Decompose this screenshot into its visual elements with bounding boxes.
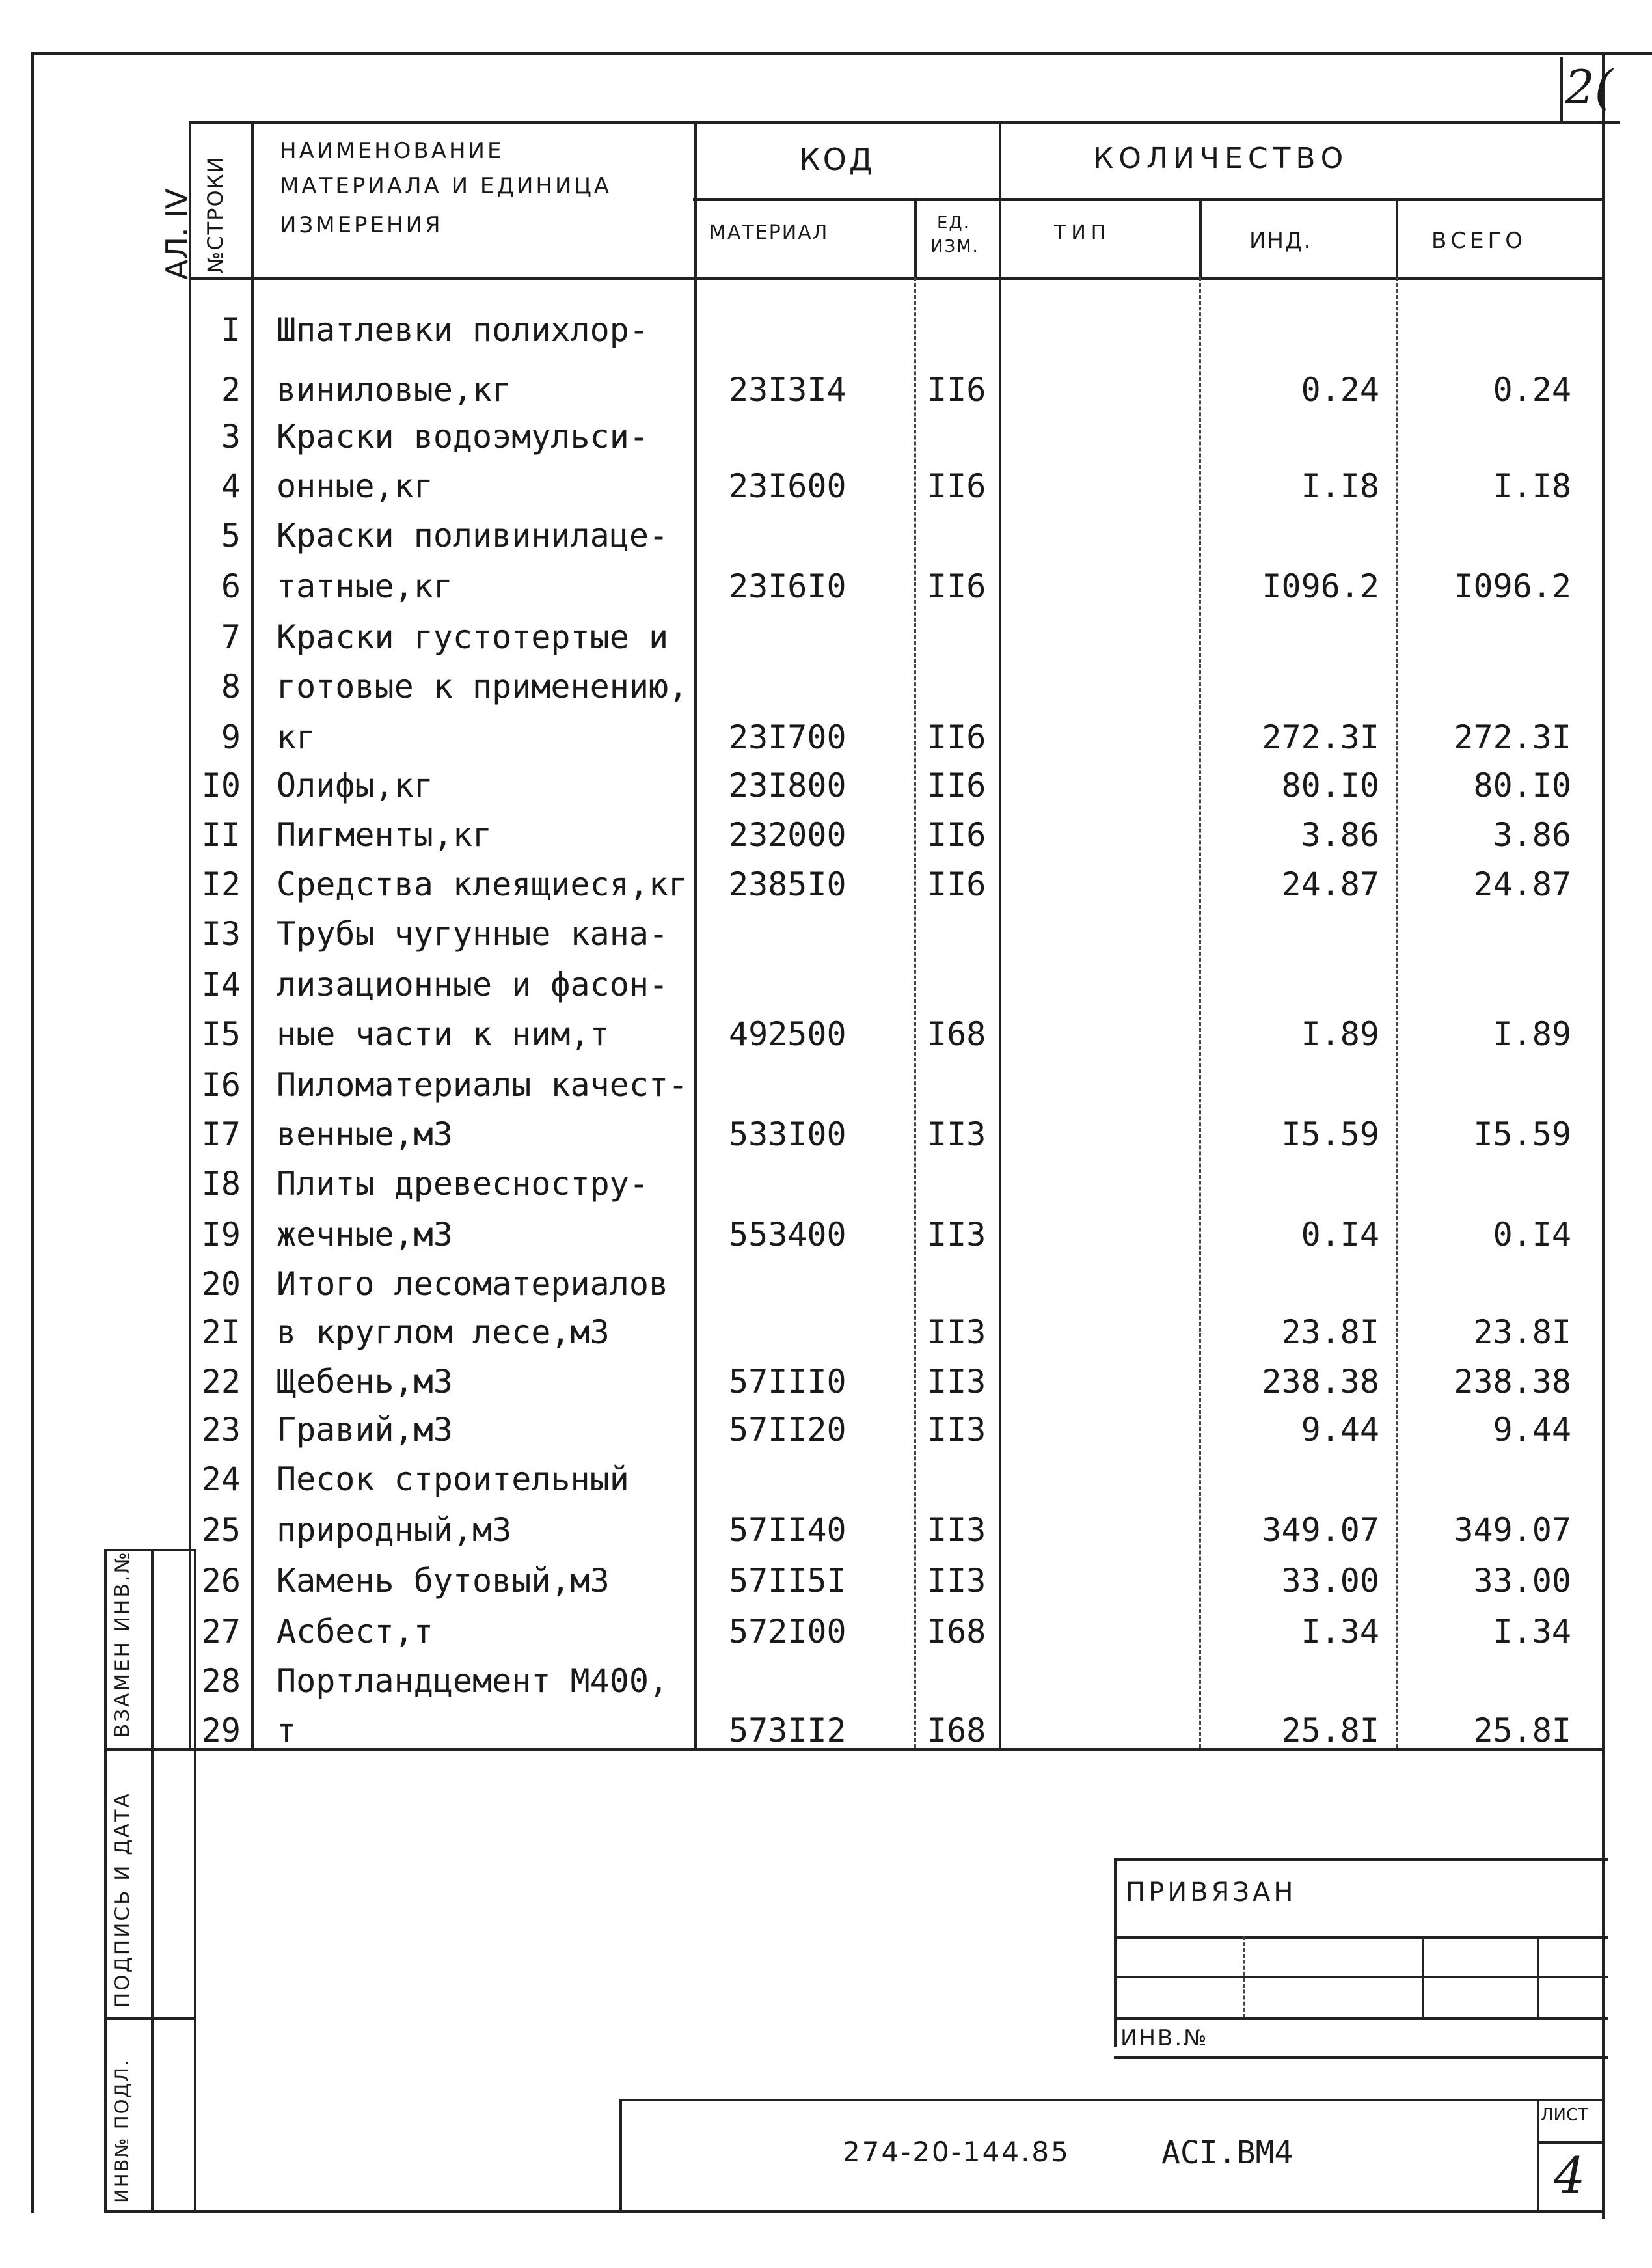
col-header-row-no: №СТРОКИ	[203, 156, 228, 273]
col-header-vsego: ВСЕГО	[1431, 228, 1527, 254]
unit-code: II3	[927, 1511, 986, 1549]
qty-total: 33.00	[1473, 1562, 1571, 1600]
material-code: 572I00	[729, 1613, 846, 1650]
row-number: 8	[221, 668, 241, 705]
unit-code: I68	[927, 1015, 986, 1053]
row-number: I7	[201, 1115, 241, 1153]
material-code: 232000	[729, 816, 846, 854]
qty-ind: 23.8I	[1281, 1313, 1379, 1351]
table-row	[0, 1657, 1652, 1705]
table-row	[0, 860, 1652, 909]
table-row	[0, 761, 1652, 810]
col-header-name-l3: ИЗМЕРЕНИЯ	[280, 212, 443, 238]
row-number: 23	[201, 1411, 241, 1449]
qty-total: 272.3I	[1454, 718, 1571, 756]
qty-total: I5.59	[1473, 1115, 1571, 1153]
stamp-inv-no: ИНВ.№	[1120, 2025, 1209, 2051]
unit-code: II3	[927, 1562, 986, 1600]
material-name: в круглом лесе,м3	[277, 1313, 610, 1351]
qty-ind: 238.38	[1262, 1363, 1379, 1400]
qty-ind: I096.2	[1262, 567, 1379, 605]
material-name: кг	[277, 718, 316, 756]
unit-code: II3	[927, 1313, 986, 1351]
qty-ind: 9.44	[1301, 1411, 1379, 1449]
col-header-unit-l1: ЕД.	[937, 213, 971, 233]
row-number: I8	[201, 1165, 241, 1203]
material-name: Камень бутовый,м3	[277, 1562, 610, 1600]
unit-code: I68	[927, 1712, 986, 1749]
material-code: 573II2	[729, 1712, 846, 1749]
row-number: I9	[201, 1216, 241, 1253]
material-name: Итого лесоматериалов	[277, 1265, 669, 1303]
material-name: Краски водоэмульси-	[277, 418, 649, 456]
material-name: Краски поливинилаце-	[277, 517, 669, 554]
qty-ind: I.I8	[1301, 467, 1379, 505]
qty-total: 0.24	[1493, 371, 1571, 409]
qty-total: I096.2	[1454, 567, 1571, 605]
qty-ind: 80.I0	[1281, 767, 1379, 804]
qty-ind: 0.24	[1301, 371, 1379, 409]
material-name: Асбест,т	[277, 1613, 433, 1650]
sheet-code: АЛ. IV	[159, 188, 195, 280]
row-number: 2	[221, 371, 241, 409]
unit-code: II6	[927, 718, 986, 756]
row-number: 6	[221, 567, 241, 605]
table-row	[0, 1455, 1652, 1503]
col-header-unit-l2: ИЗМ.	[930, 237, 979, 256]
qty-ind: 24.87	[1281, 866, 1379, 903]
table-row	[0, 562, 1652, 610]
material-name: татные,кг	[277, 567, 453, 605]
material-name: Пиломатериалы качест-	[277, 1066, 688, 1104]
material-name: виниловые,кг	[277, 371, 512, 409]
row-number: II	[201, 816, 241, 854]
material-name: венные,м3	[277, 1115, 453, 1153]
material-code: 57II5I	[729, 1562, 846, 1600]
qty-total: 3.86	[1493, 816, 1571, 854]
material-code: 23I6I0	[729, 567, 846, 605]
material-code: 23I700	[729, 718, 846, 756]
table-row	[0, 462, 1652, 510]
table-row	[0, 1210, 1652, 1259]
material-code: 553400	[729, 1216, 846, 1253]
qty-total: 0.I4	[1493, 1216, 1571, 1253]
table-row	[0, 1260, 1652, 1308]
unit-code: II3	[927, 1363, 986, 1400]
stamp-doc-code-a: 274-20-144.85	[843, 2136, 1070, 2168]
material-name: Щебень,м3	[277, 1363, 453, 1400]
col-header-ind: ИНД.	[1249, 228, 1312, 254]
row-number: 25	[201, 1511, 241, 1549]
qty-total: 349.07	[1454, 1511, 1571, 1549]
table-bottom-line	[189, 1748, 1604, 1751]
row-number: I5	[201, 1015, 241, 1053]
side-label-inv-podl: ИНВ№ ПОДЛ.	[111, 2058, 133, 2203]
corner-mark-divider	[1560, 57, 1563, 122]
qty-total: 25.8I	[1473, 1712, 1571, 1749]
row-number: 26	[201, 1562, 241, 1600]
material-name: ные части к ним,т	[277, 1015, 610, 1053]
row-number: 28	[201, 1662, 241, 1700]
row-number: I6	[201, 1066, 241, 1104]
row-number: 29	[201, 1712, 241, 1749]
row-number: I4	[201, 966, 241, 1004]
table-row	[0, 811, 1652, 859]
material-code: 57III0	[729, 1363, 846, 1400]
material-name: Гравий,м3	[277, 1411, 453, 1449]
table-row	[0, 1061, 1652, 1109]
qty-total: I.89	[1493, 1015, 1571, 1053]
row-number: 27	[201, 1613, 241, 1650]
material-code: 23I600	[729, 467, 846, 505]
col-header-material: МАТЕРИАЛ	[709, 221, 829, 244]
unit-code: II6	[927, 467, 986, 505]
table-row	[0, 1506, 1652, 1554]
table-row	[0, 1110, 1652, 1158]
material-code: 533I00	[729, 1115, 846, 1153]
stamp-list-no: 4	[1554, 2146, 1586, 2204]
table-row	[0, 1308, 1652, 1356]
material-name: Песок строительный	[277, 1460, 629, 1498]
material-code: 492500	[729, 1015, 846, 1053]
frame-bottom	[104, 2210, 1603, 2213]
qty-ind: 3.86	[1301, 816, 1379, 854]
col-header-name-l2: МАТЕРИАЛА И ЕДИНИЦА	[280, 173, 612, 199]
col-header-kod: КОД	[799, 142, 875, 177]
row-number: I3	[201, 915, 241, 953]
row-number: I	[221, 311, 241, 349]
unit-code: II6	[927, 371, 986, 409]
qty-total: I.I8	[1493, 467, 1571, 505]
table-row	[0, 366, 1652, 414]
material-name: т	[277, 1712, 297, 1749]
table-row	[0, 1557, 1652, 1605]
col-header-kolichestvo: КОЛИЧЕСТВО	[1093, 142, 1349, 175]
material-name: Средства клеящиеся,кг	[277, 866, 688, 903]
qty-ind: 33.00	[1281, 1562, 1379, 1600]
side-label-vzamen: ВЗАМЕН ИНВ.№	[111, 1550, 134, 1738]
table-row	[0, 663, 1652, 711]
qty-total: I.34	[1493, 1613, 1571, 1650]
table-row	[0, 613, 1652, 661]
table-row	[0, 1607, 1652, 1656]
row-number: 5	[221, 517, 241, 554]
qty-total: 80.I0	[1473, 767, 1571, 804]
material-name: Портландцемент М400,	[277, 1662, 669, 1700]
row-number: 22	[201, 1363, 241, 1400]
material-name: Пигменты,кг	[277, 816, 493, 854]
qty-ind: 0.I4	[1301, 1216, 1379, 1253]
corner-mark: 2(	[1565, 60, 1613, 115]
table-row	[0, 1706, 1652, 1755]
material-code: 2385I0	[729, 866, 846, 903]
unit-code: I68	[927, 1613, 986, 1650]
qty-ind: I.89	[1301, 1015, 1379, 1053]
table-row	[0, 713, 1652, 761]
row-number: 7	[221, 618, 241, 656]
material-code: 57II40	[729, 1511, 846, 1549]
stamp-list-label: ЛИСТ	[1541, 2105, 1589, 2125]
material-name: Трубы чугунные кана-	[277, 915, 669, 953]
material-name: Плиты древесностру-	[277, 1165, 649, 1203]
qty-total: 9.44	[1493, 1411, 1571, 1449]
table-row	[0, 306, 1652, 354]
unit-code: II6	[927, 767, 986, 804]
col-header-name-l1: НАИМЕНОВАНИЕ	[280, 138, 504, 164]
table-row	[0, 413, 1652, 461]
table-row	[0, 1010, 1652, 1058]
row-number: 24	[201, 1460, 241, 1498]
unit-code: II3	[927, 1411, 986, 1449]
qty-ind: 25.8I	[1281, 1712, 1379, 1749]
stamp-doc-code-b: АСI.ВМ4	[1161, 2135, 1293, 2171]
unit-code: II6	[927, 866, 986, 903]
qty-total: 23.8I	[1473, 1313, 1571, 1351]
material-name: готовые к применению,	[277, 668, 688, 705]
material-name: Шпатлевки полихлор-	[277, 311, 649, 349]
frame-top	[31, 52, 1652, 55]
row-number: 20	[201, 1265, 241, 1303]
table-row	[0, 910, 1652, 958]
table-row	[0, 1406, 1652, 1454]
material-name: природный,м3	[277, 1511, 512, 1549]
qty-total: 24.87	[1473, 866, 1571, 903]
qty-total: 238.38	[1454, 1363, 1571, 1400]
row-number: I0	[201, 767, 241, 804]
col-header-tip: ТИП	[1054, 221, 1111, 244]
material-name: жечные,м3	[277, 1216, 453, 1253]
material-name: лизационные и фасон-	[277, 966, 669, 1004]
table-row	[0, 961, 1652, 1009]
table-row	[0, 512, 1652, 560]
material-name: онные,кг	[277, 467, 433, 505]
qty-ind: I5.59	[1281, 1115, 1379, 1153]
row-number: 4	[221, 467, 241, 505]
unit-code: II6	[927, 567, 986, 605]
material-code: 23I3I4	[729, 371, 846, 409]
unit-code: II3	[927, 1115, 986, 1153]
stamp-privyazan: ПРИВЯЗАН	[1126, 1878, 1297, 1907]
table-row	[0, 1160, 1652, 1208]
row-number: I2	[201, 866, 241, 903]
material-name: Краски густотертые и	[277, 618, 669, 656]
row-number: 2I	[201, 1313, 241, 1351]
qty-ind: 272.3I	[1262, 718, 1379, 756]
row-number: 9	[221, 718, 241, 756]
unit-code: II6	[927, 816, 986, 854]
qty-ind: I.34	[1301, 1613, 1379, 1650]
table-row	[0, 1358, 1652, 1406]
material-code: 23I800	[729, 767, 846, 804]
material-name: Олифы,кг	[277, 767, 433, 804]
unit-code: II3	[927, 1216, 986, 1253]
qty-ind: 349.07	[1262, 1511, 1379, 1549]
side-label-podpis: ПОДПИСЬ И ДАТА	[111, 1792, 134, 2008]
material-code: 57II20	[729, 1411, 846, 1449]
row-number: 3	[221, 418, 241, 456]
